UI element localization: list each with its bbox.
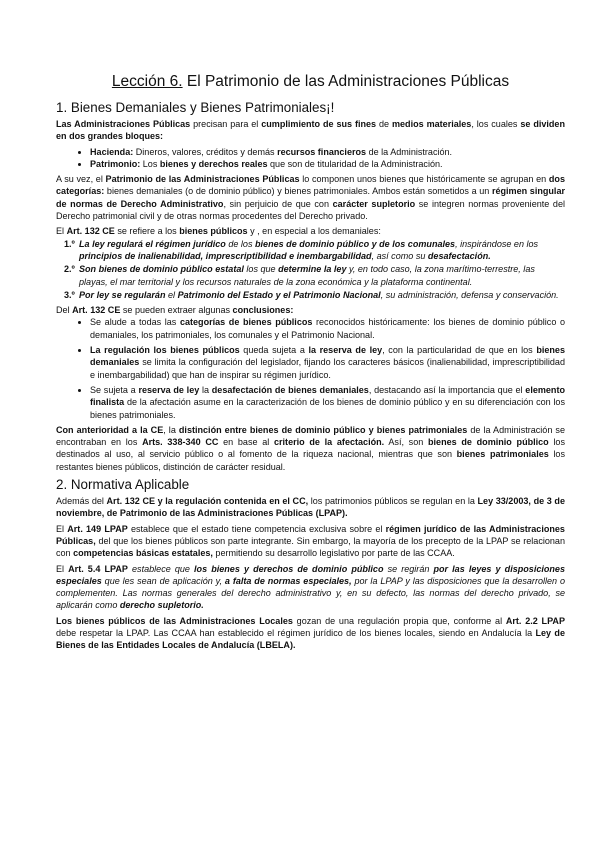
- text-run: , la: [163, 424, 179, 435]
- list-item: [64, 289, 565, 301]
- text-run: Art. 132 CE: [72, 305, 121, 316]
- text-run: carácter supletorio: [332, 198, 416, 209]
- item-number: 2.º: [64, 264, 75, 275]
- text-run: y , en especial a los demaniales:: [247, 226, 381, 237]
- text-run: gozan de una regulación propia que, conforme al: [292, 615, 506, 626]
- conclusions-list: [56, 316, 565, 420]
- text-run: , sin perjuicio de que con: [223, 198, 333, 209]
- text-run: Además del: [56, 496, 107, 507]
- text-run: se limita la configuración del legislador, fijando los caracteres básicos (inalienabilidad, imprescriptibilidad e inembargabilidad) que han de inspirar su régimen jurídico.: [90, 357, 565, 380]
- text-run: los destinados al uso, al servicio público o al fomento de la riqueza nacional, mientras que son: [56, 437, 565, 460]
- paragraph: [56, 523, 565, 560]
- text-run: principios de inalienabilidad, imprescriptibilidad e inembargabilidad: [79, 250, 372, 261]
- item-text: [79, 290, 559, 300]
- text-run: elemento finalista: [90, 384, 565, 408]
- text-run: se integren normas proveniente del Derecho patrimonial civil y de otras normas procedentes del Derecho privado.: [56, 198, 565, 222]
- text-run: se dividen en dos grandes bloques:: [56, 119, 565, 142]
- text-run: régimen jurídico de las Administraciones Públicas,: [56, 523, 565, 546]
- paragraph: [56, 173, 565, 222]
- text-run: Ley de Bienes de las Entidades Locales de Andalucía (LBELA).: [56, 627, 565, 651]
- text-run: que son de titularidad de la Administración.: [267, 158, 443, 169]
- text-run: Art. 5.4 LPAP: [68, 563, 128, 574]
- list-item: [90, 344, 565, 381]
- page-title: [56, 72, 565, 92]
- text-run: régimen singular de normas de Derecho Administrativo: [56, 186, 565, 209]
- text-run: a falta de normas especiales,: [224, 575, 352, 586]
- text-run: La ley regulará el régimen jurídico: [79, 238, 226, 249]
- text-run: por la LPAP y las disposiciones que la desarrollen o complementen. Las normas generales del derecho administrativo y, en su defecto, las normas del derecho privado, se aplicarán como: [56, 575, 565, 611]
- text-run: queda sujeta a: [239, 345, 309, 356]
- paragraph: [56, 225, 565, 237]
- text-run: de la Administración se encontraban en los: [56, 424, 565, 448]
- text-run: del que los bienes públicos son parte integrante. Sin embargo, la mayoría de los precepto de la LPAP se relacionan con: [56, 535, 565, 559]
- text-run: Art. 149 LPAP: [67, 523, 128, 534]
- text-run: y, en todo caso, la zona marítimo-terrestre, las playas, el mar territorial y los recursos naturales de la zona económica y la plataforma continental.: [79, 264, 535, 287]
- paragraph: [56, 615, 565, 652]
- text-run: reconocidos históricamente: los bienes de dominio público o demaniales, los patrimoniales, los comunales y el Patrimonio Nacional.: [90, 317, 565, 340]
- text-run: que les sean de aplicación y,: [101, 575, 225, 586]
- text-run: distinción entre bienes de dominio público y bienes patrimoniales: [178, 424, 468, 435]
- text-run: de los: [225, 238, 255, 249]
- text-run: se regirán: [383, 563, 434, 574]
- text-run: los que: [243, 264, 279, 275]
- text-run: lo componen unos bienes que históricamente se agrupan en: [299, 174, 549, 185]
- text-run: La regulación los bienes públicos: [90, 345, 240, 356]
- item-number: 3.º: [64, 289, 75, 300]
- text-run: reserva de ley: [138, 384, 200, 395]
- text-run: permitiendo su desarrollo legislativo por parte de las CCAA.: [212, 548, 455, 559]
- text-run: dos categorías:: [56, 174, 565, 197]
- paragraph: [56, 118, 565, 143]
- text-run: Patrimonio:: [90, 158, 141, 169]
- lesson-number: Lección 6.: [111, 73, 183, 90]
- text-run: El: [56, 226, 67, 237]
- text-run: recursos financieros: [277, 146, 367, 157]
- text-run: se pueden extraer algunas: [120, 305, 233, 316]
- text-run: conclusiones:: [232, 305, 294, 316]
- text-run: los patrimonios públicos se regulan en la: [308, 496, 478, 507]
- text-run: bienes patrimoniales: [456, 449, 549, 460]
- text-run: Del: [56, 305, 73, 316]
- text-run: bienes y derechos reales: [159, 158, 268, 169]
- text-run: Ley 33/2003, de 3 de noviembre, de Patrimonio de las Administraciones Públicas (LPAP).: [56, 496, 565, 519]
- text-run: A su vez, el: [56, 174, 106, 185]
- text-run: , los cuales: [471, 119, 521, 129]
- paragraph: [56, 563, 565, 612]
- paragraph: [56, 495, 565, 520]
- bullet-list: [56, 146, 565, 171]
- text-run: Son bienes de dominio público estatal: [79, 264, 244, 275]
- text-run: se refiere a los: [114, 226, 180, 237]
- text-run: desafectación de bienes demaniales: [211, 384, 369, 395]
- text-run: criterio de la afectación.: [273, 437, 385, 448]
- text-run: los bienes y derechos de dominio público: [194, 563, 384, 574]
- text-run: , así como su: [371, 250, 428, 261]
- text-run: El: [56, 563, 69, 574]
- text-run: categorías de bienes públicos: [179, 317, 313, 328]
- text-run: Se sujeta a: [90, 384, 139, 395]
- text-run: en base al: [218, 437, 274, 448]
- text-run: Art. 2.2 LPAP: [505, 615, 565, 626]
- numbered-list: [56, 238, 565, 301]
- list-item: [90, 158, 565, 170]
- paragraph: [56, 304, 565, 316]
- text-run: establece que: [127, 563, 195, 574]
- text-run: de: [376, 119, 392, 129]
- lesson-title-text: El Patrimonio de las Administraciones Públicas: [182, 73, 510, 90]
- text-run: establece que el estado tiene competencia exclusiva sobre el: [127, 523, 386, 534]
- item-text: [79, 264, 535, 286]
- list-item: [64, 238, 565, 263]
- list-item: [64, 263, 565, 288]
- list-item: [90, 384, 565, 421]
- text-run: , inspirándose en los: [455, 238, 539, 249]
- list-item: [90, 146, 565, 158]
- text-run: Arts. 338-340 CC: [142, 437, 219, 448]
- paragraph: [56, 424, 565, 473]
- text-run: Dineros, valores, créditos y demás: [133, 146, 278, 157]
- text-run: bienes públicos: [179, 226, 248, 237]
- text-run: determine la ley: [278, 264, 347, 275]
- text-run: precisan para el: [190, 119, 262, 129]
- text-run: medios materiales: [391, 119, 472, 129]
- text-run: Así, son: [384, 437, 428, 448]
- text-run: cumplimiento de sus fines: [261, 119, 377, 129]
- text-run: la reserva de ley: [308, 345, 383, 356]
- section-heading: 1. Bienes Demaniales y Bienes Patrimoniales¡!: [56, 100, 335, 115]
- text-run: competencias básicas estatales,: [73, 548, 213, 559]
- section-heading: 2. Normativa Aplicable: [56, 477, 190, 493]
- text-run: el: [165, 289, 178, 300]
- item-text: [79, 239, 538, 261]
- text-run: Patrimonio del Estado y el Patrimonio Nacional: [177, 289, 381, 300]
- text-run: bienes de dominio público: [428, 437, 549, 448]
- text-run: Se alude a todas las: [90, 317, 180, 328]
- text-run: Art. 132 CE y la regulación contenida en el CC,: [106, 496, 309, 507]
- text-run: Por ley se regularán: [79, 289, 166, 300]
- text-run: la: [199, 384, 212, 395]
- list-item: [90, 316, 565, 341]
- text-run: derecho supletorio.: [119, 600, 204, 611]
- text-run: El: [56, 523, 68, 534]
- text-run: de la Administración.: [366, 146, 453, 157]
- text-run: debe respetar la LPAP. Las CCAA han establecido el régimen jurídico de los bienes locales, siendo en Andalucía la: [56, 627, 536, 638]
- text-run: por las leyes y disposiciones especiales: [56, 563, 565, 586]
- text-run: , con la particularidad de que en los: [382, 345, 537, 356]
- text-run: los restantes bienes públicos, distinción de carácter residual.: [56, 449, 565, 472]
- text-run: Las Administraciones Públicas: [56, 119, 191, 129]
- text-run: bienes demaniales: [90, 345, 565, 368]
- text-run: Patrimonio de las Administraciones Públicas: [105, 174, 300, 185]
- text-run: desafectación.: [427, 250, 491, 261]
- text-run: Los bienes públicos de las Administraciones Locales: [56, 615, 293, 626]
- text-run: , su administración, defensa y conservación.: [380, 289, 559, 300]
- text-run: , destacando así la importancia que el: [368, 384, 526, 395]
- text-run: Art. 132 CE: [66, 226, 115, 237]
- text-run: bienes de dominio público y de los comunales: [255, 238, 456, 249]
- text-run: Con anterioridad a la CE: [56, 424, 164, 435]
- text-run: Hacienda:: [90, 146, 134, 157]
- item-number: 1.º: [64, 238, 75, 249]
- text-run: de la afectación asume en la caracterización de los bienes de dominio público y en su diferenciación con los bienes patrimoniales.: [90, 397, 565, 420]
- text-run: bienes demaniales (o de dominio público) y bienes patrimoniales. Ambos están sometidos a un: [104, 186, 492, 197]
- text-run: Los: [140, 158, 160, 169]
